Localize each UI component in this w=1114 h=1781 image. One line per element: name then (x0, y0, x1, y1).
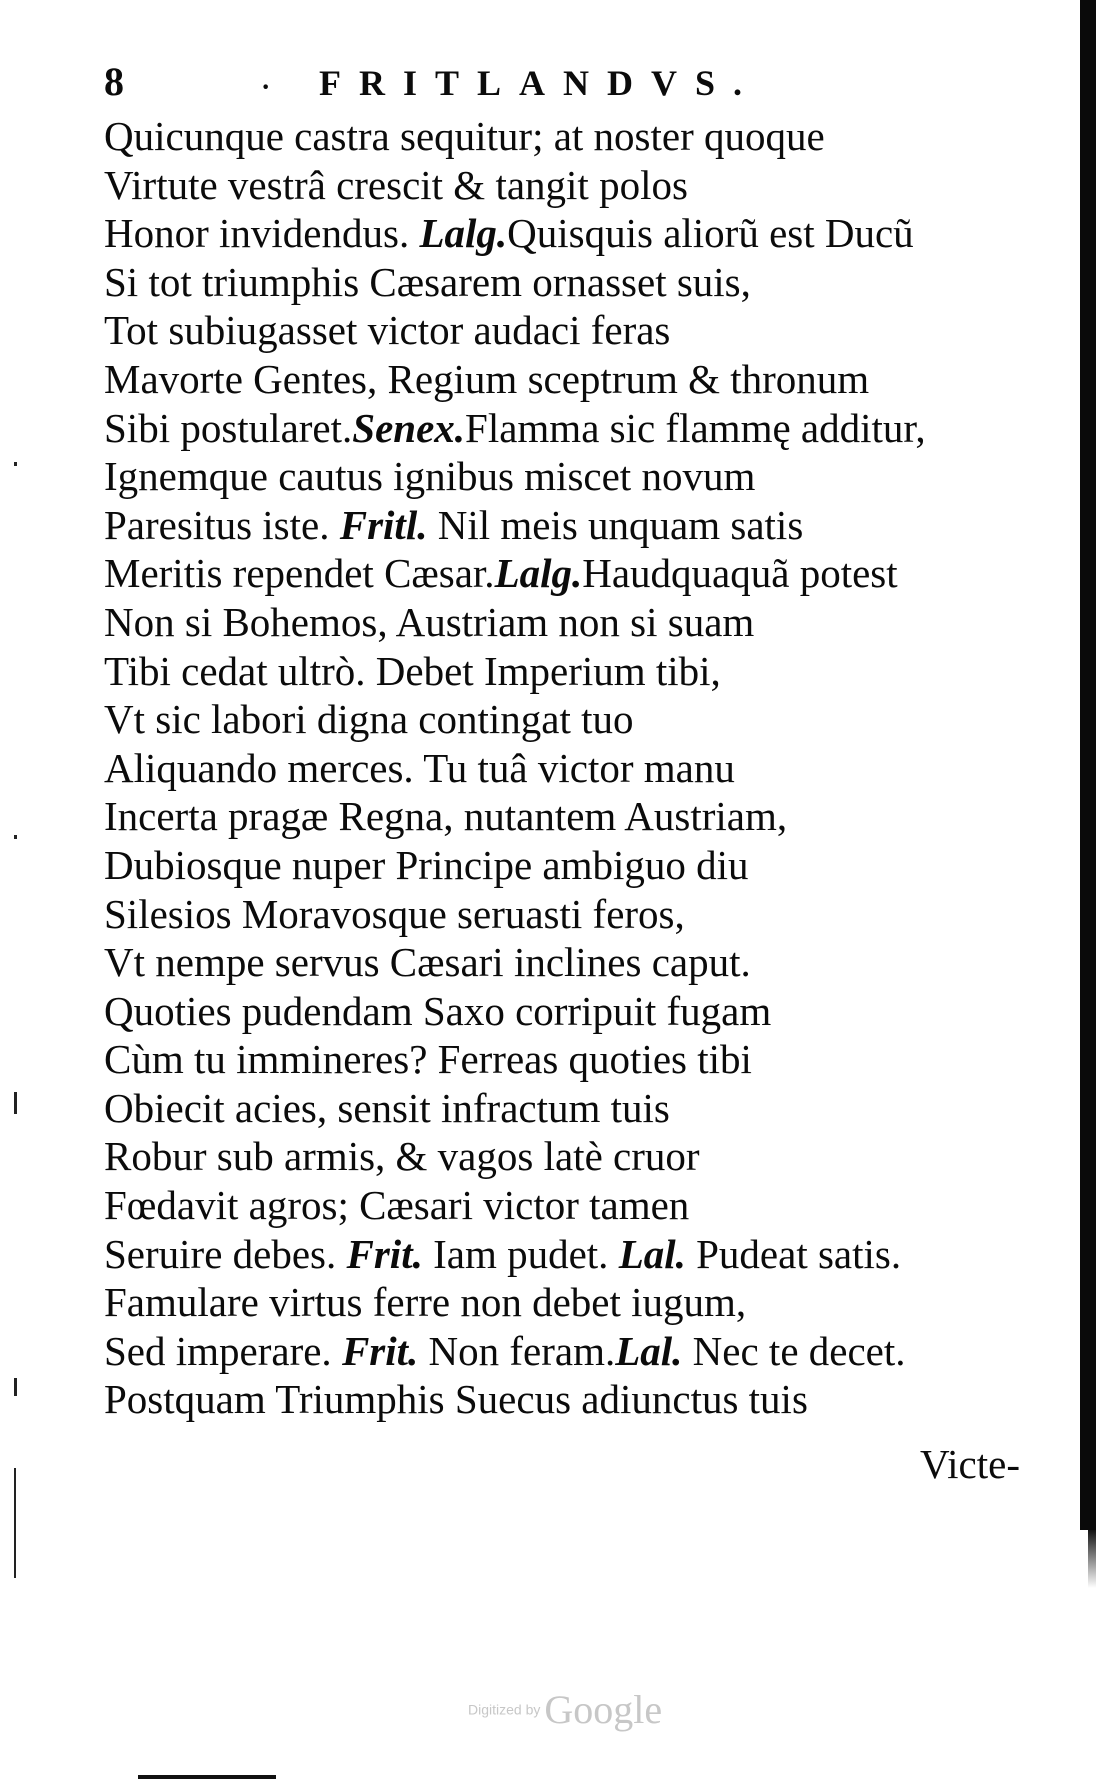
digitization-watermark (468, 1686, 662, 1733)
verse-line (104, 1230, 1054, 1279)
verse-line (104, 1132, 1054, 1181)
verse-segment: Aliquando merces. Tu tuâ victor manu (104, 744, 735, 791)
verse-line (104, 306, 1054, 355)
binding-shadow-fade (1088, 1528, 1096, 1588)
verse-segment: Non si Bohemos, Austriam non si suam (104, 598, 755, 645)
verse-segment: Quoties pudendam Saxo corripuit fugam (104, 987, 772, 1034)
edge-speck (14, 1378, 17, 1396)
verse-segment: Vt nempe servus Cæsari inclines caput. (104, 939, 751, 986)
verse-line (104, 404, 1054, 453)
verse-segment: Incerta pragæ Regna, nutantem Austriam, (104, 793, 788, 840)
verse-line (104, 1375, 1054, 1424)
verse-segment: Dubiosque nuper Principe ambiguo diu (104, 841, 749, 888)
verse-segment: Silesios Moravosque seruasti feros, (104, 890, 685, 937)
speaker-label: Senex. (352, 404, 466, 451)
speaker-label: Frit. (341, 1327, 419, 1374)
verse-segment: Famulare virtus ferre non debet iugum, (104, 1279, 747, 1326)
verse-line (104, 647, 1054, 696)
speaker-label: Lalg. (494, 550, 583, 597)
running-title: FRITLANDVS. (319, 63, 761, 103)
verse-segment: Fœdavit agros; Cæsari victor tamen (104, 1182, 690, 1229)
verse-segment: Cùm tu immineres? Ferreas quoties tibi (104, 1036, 752, 1083)
verse-segment: Nec te decet. (682, 1327, 906, 1374)
verse-segment: Virtute vestrâ crescit & tangit polos (104, 161, 688, 208)
catchword: Victe- (920, 1441, 1020, 1487)
watermark-prefix: Digitized by (468, 1701, 541, 1718)
verse-segment: Pudeat satis. (685, 1230, 902, 1277)
bottom-rule (138, 1775, 276, 1779)
verse-line (104, 1084, 1054, 1133)
verse-line (104, 209, 1054, 258)
verse-line (104, 1327, 1054, 1376)
verse-segment: Sed imperare. (104, 1327, 342, 1374)
binding-shadow (1080, 0, 1096, 1530)
verse-segment: Haudquaquã potest (582, 550, 898, 597)
speaker-label: Lal. (615, 1327, 683, 1374)
page-number: 8 (104, 59, 124, 104)
verse-line (104, 792, 1054, 841)
verse-segment: Non feram. (418, 1327, 616, 1374)
verse-segment: Paresitus iste. (104, 501, 340, 548)
edge-speck (14, 462, 17, 466)
verse-segment: Nil meis unquam satis (427, 501, 804, 548)
verse-segment: Postquam Triumphis Suecus adiunctus tuis (104, 1376, 808, 1423)
edge-speck (14, 1468, 16, 1578)
verse-line (104, 1035, 1054, 1084)
verse-line (104, 161, 1054, 210)
verse-segment: Mavorte Gentes, Regium sceptrum & thronum (104, 355, 870, 402)
verse-line (104, 258, 1054, 307)
verse-line (104, 695, 1054, 744)
verse-segment: Robur sub armis, & vagos latè cruor (104, 1133, 700, 1180)
verse-line (104, 355, 1054, 404)
verse-segment: Seruire debes. (104, 1230, 347, 1277)
verse-line (104, 987, 1054, 1036)
verse-line (104, 1181, 1054, 1230)
verse-segment: Iam pudet. (422, 1230, 619, 1277)
verse-segment: Vt sic labori digna contingat tuo (104, 696, 634, 743)
speaker-label: Lalg. (419, 210, 508, 257)
speaker-label: Lal. (618, 1230, 686, 1277)
verse-segment: Meritis rependet Cæsar. (104, 550, 495, 597)
verse-segment: Sibi postularet. (104, 404, 353, 451)
verse-line (104, 1278, 1054, 1327)
speaker-label: Frit. (346, 1230, 423, 1277)
verse-text (104, 112, 1054, 1424)
verse-line (104, 501, 1054, 550)
verse-segment: Obiecit acies, sensit infractum tuis (104, 1084, 670, 1131)
verse-line (104, 841, 1054, 890)
verse-line (104, 744, 1054, 793)
watermark-brand: Google (544, 1687, 663, 1732)
verse-segment: Quisquis aliorũ est Ducũ (507, 210, 914, 257)
verse-segment: Si tot triumphis Cæsarem ornasset suis, (104, 258, 751, 305)
page-header (104, 58, 864, 102)
speaker-label: Fritl. (339, 501, 428, 548)
verse-line (104, 549, 1054, 598)
verse-line (104, 938, 1054, 987)
verse-line (104, 452, 1054, 501)
verse-line (104, 112, 1054, 161)
edge-speck (14, 835, 17, 839)
verse-line (104, 598, 1054, 647)
edge-speck (14, 1092, 17, 1114)
verse-line (104, 890, 1054, 939)
verse-segment: Tot subiugasset victor audaci feras (104, 307, 671, 354)
verse-segment: Tibi cedat ultrò. Debet Imperium tibi, (104, 647, 721, 694)
verse-segment: Flamma sic flammę additur, (465, 404, 926, 451)
verse-segment: Honor invidendus. (104, 210, 420, 257)
header-separator: · (261, 72, 271, 103)
verse-segment: Quicunque castra sequitur; at noster quoque (104, 113, 825, 159)
verse-segment: Ignemque cautus ignibus miscet novum (104, 453, 756, 500)
